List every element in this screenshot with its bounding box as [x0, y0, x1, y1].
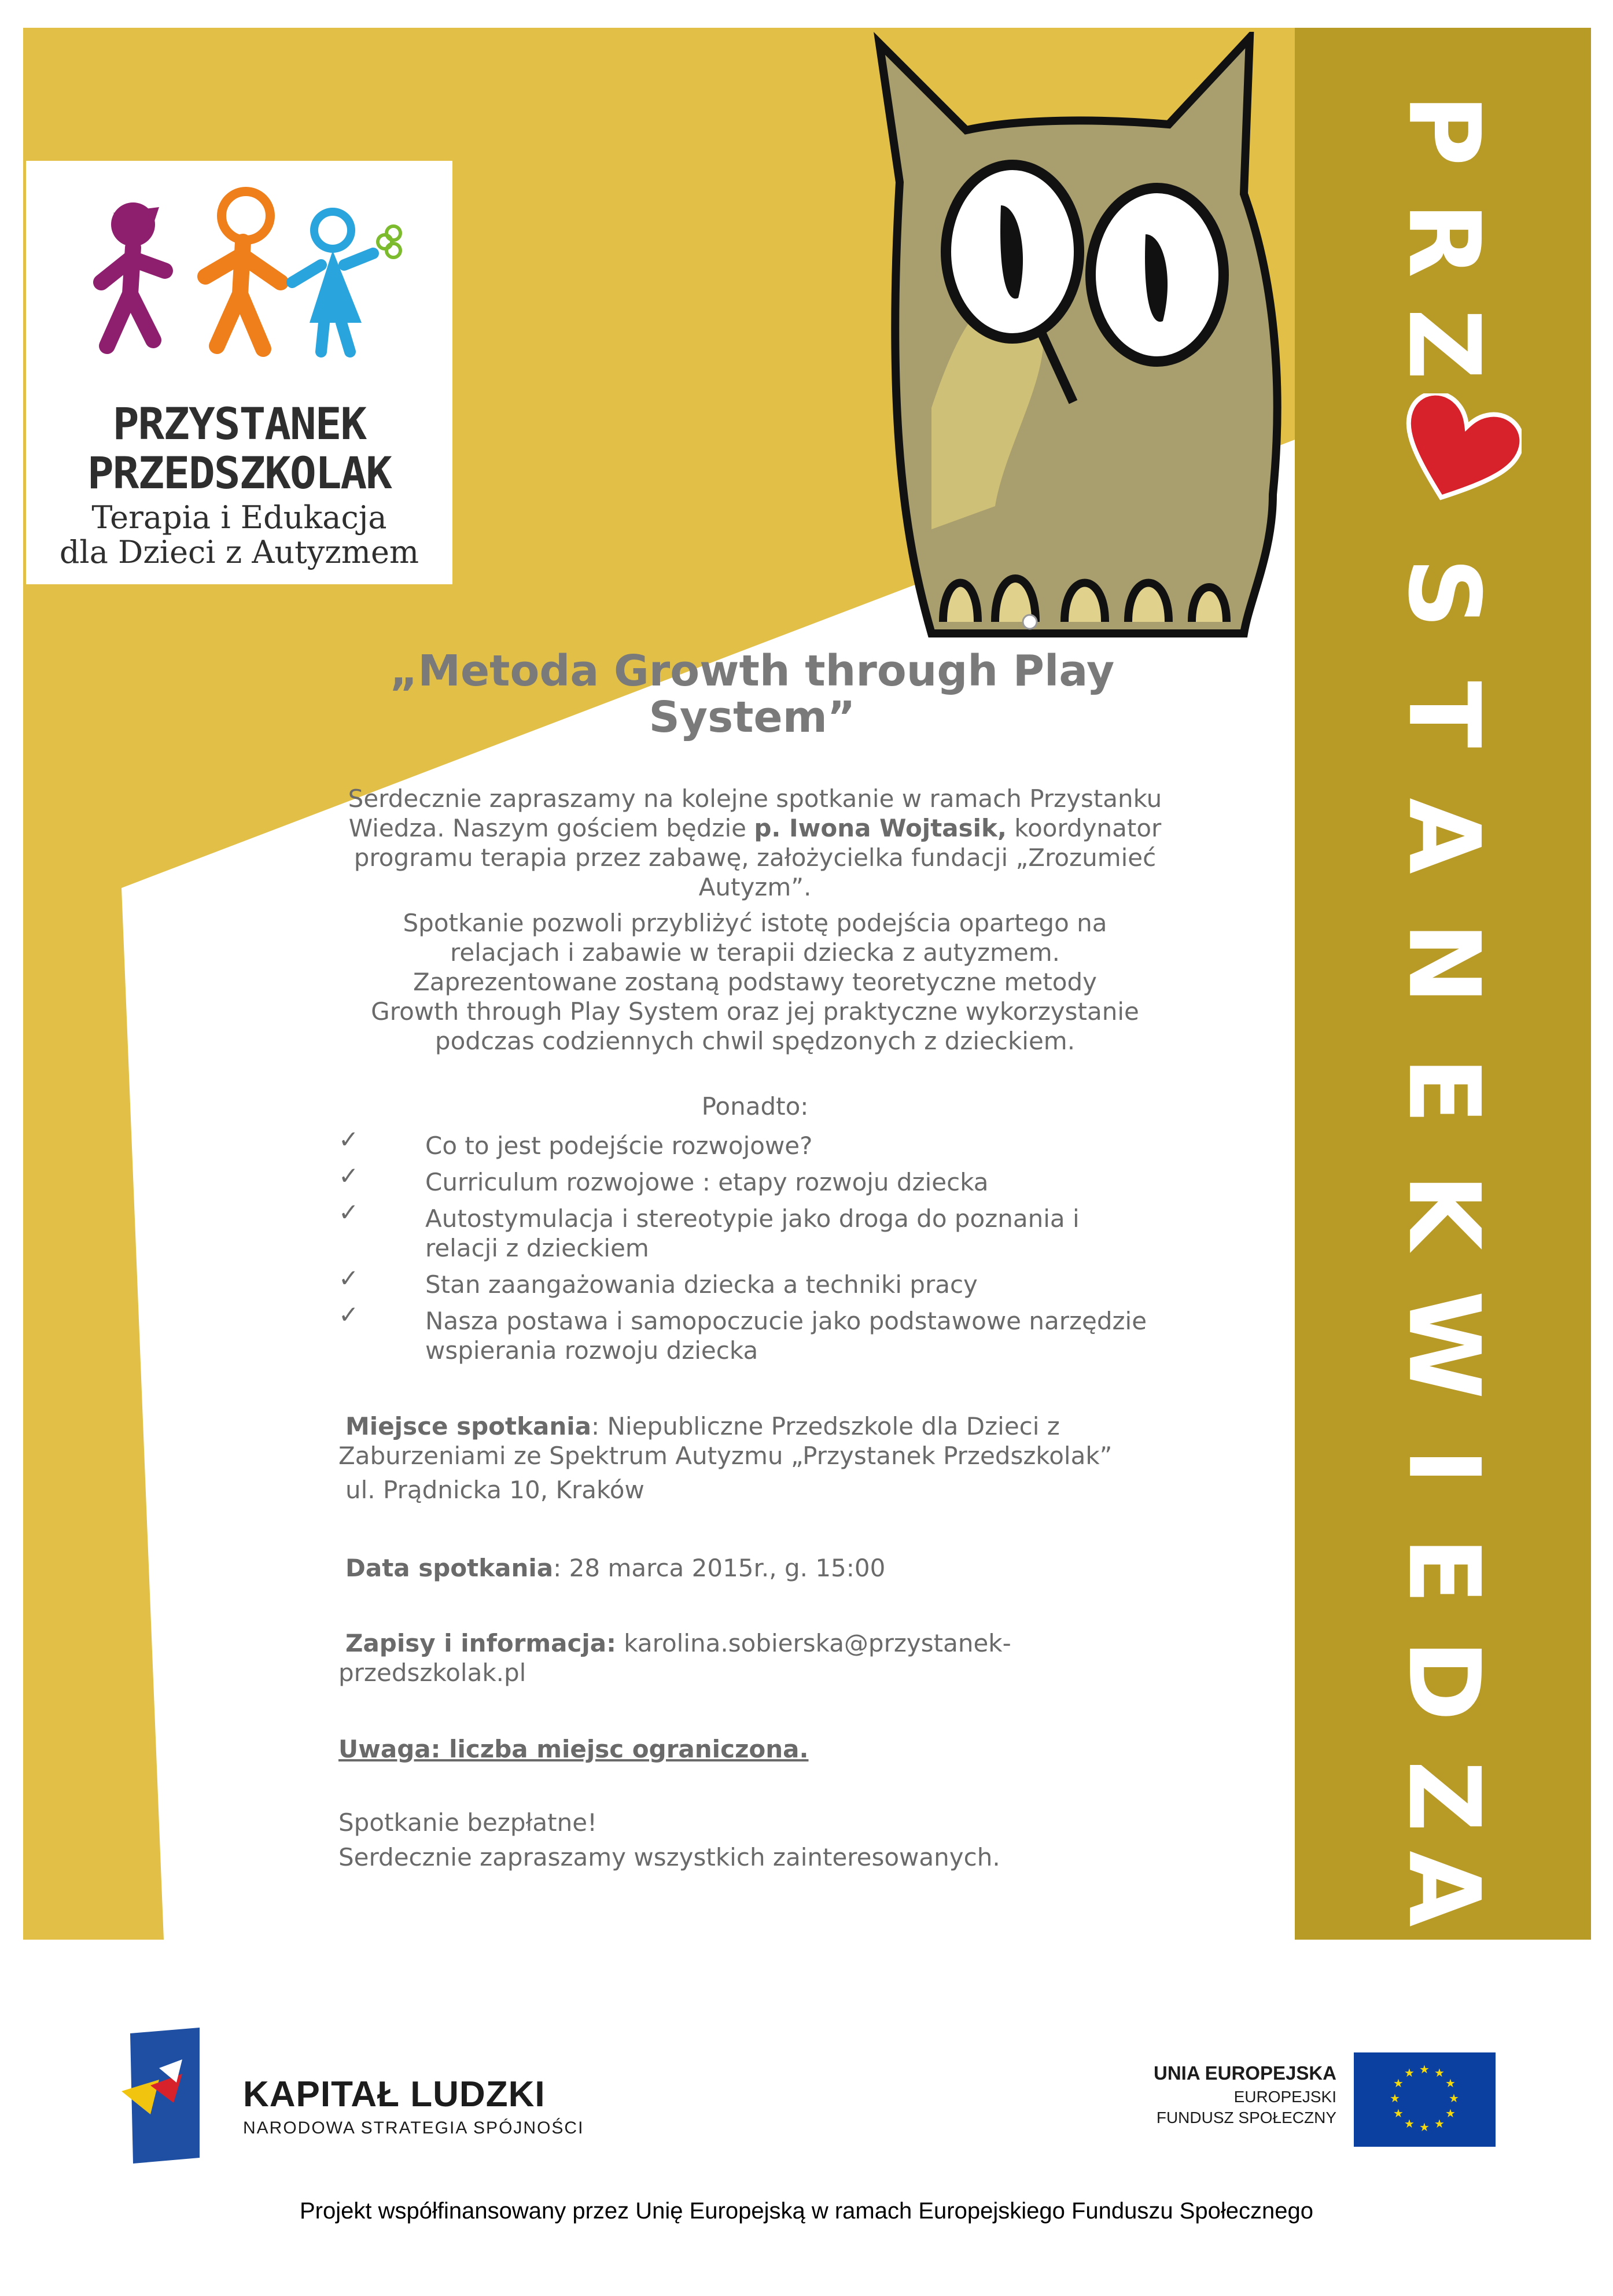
vertical-letter: T: [1386, 681, 1501, 748]
logo-subtitle-line1: Terapia i Edukacja: [91, 499, 387, 536]
topic-item: Nasza postawa i samopoczucie jako podstawowe narzędzie wspierania rozwoju dziecka: [425, 1307, 1147, 1365]
intro-paragraph-2: Spotkanie pozwoli przybliżyć istotę podejścia opartego na relacjach i zabawie w terapii dziecka z autyzmem. Zaprezentowane zostaną podstawy teoretyczne metody Growth through Play System oraz jej praktyczne wykorzystanie podczas codziennych chwil spędzonych z dzieckiem.: [371, 909, 1139, 1055]
topic-item: Autostymulacja i stereotypie jako droga do poznania i relacji z dzieckiem: [425, 1204, 1080, 1262]
check-icon: ✓: [338, 1162, 359, 1190]
svg-text:★: ★: [1393, 2106, 1404, 2120]
signup-value-line1: karolina.sobierska@przystanek-: [616, 1629, 1011, 1657]
logo-title-line1: PRZYSTANEK: [112, 398, 366, 449]
signup-info: [338, 1628, 1148, 1687]
owl-illustration: [845, 32, 1296, 651]
logo-subtitle-line2: dla Dzieci z Autyzmem: [59, 534, 419, 570]
vertical-letter: K: [1386, 1174, 1501, 1250]
place-value-line1: : Niepubliczne Przedszkole dla Dzieci z: [591, 1412, 1060, 1440]
intro-text-b: koordynator programu terapia przez zabawę, założycielka fundacji „Zrozumieć Autyzm”.: [353, 814, 1162, 901]
vertical-letter: P: [1386, 94, 1501, 167]
event-title: „Metoda Growth through Play System”: [389, 646, 1115, 742]
logo-title-line2: PRZEDSZKOLAK: [87, 447, 392, 499]
check-icon: ✓: [338, 1198, 359, 1226]
vertical-letter: D: [1386, 1639, 1501, 1722]
topic-item: Stan zaangażowania dziecka a techniki pracy: [425, 1270, 978, 1299]
svg-text:★: ★: [1434, 2117, 1445, 2131]
svg-text:★: ★: [1390, 2091, 1400, 2105]
kl-subtitle: NARODOWA STRATEGIA SPÓJNOŚCI: [243, 2118, 584, 2137]
intro-paragraph-1: [338, 784, 1172, 902]
place-info: [338, 1411, 1206, 1505]
check-icon: ✓: [338, 1300, 359, 1329]
vertical-letter: Z: [1386, 1760, 1501, 1832]
eu-line2: EUROPEJSKI: [1233, 2088, 1336, 2106]
date-value: : 28 marca 2015r., g. 15:00: [553, 1554, 886, 1582]
place-label: Miejsce spotkania: [345, 1412, 591, 1440]
signup-value-line2: przedszkolak.pl: [338, 1659, 526, 1687]
svg-text:★: ★: [1449, 2091, 1459, 2105]
kl-title: KAPITAŁ LUDZKI: [243, 2074, 546, 2114]
kapital-ludzki-text: [243, 2074, 584, 2138]
invitation-text: Serdecznie zapraszamy wszystkich zainteresowanych.: [338, 1843, 1000, 1871]
eu-line3: FUNDUSZ SPOŁECZNY: [1156, 2109, 1336, 2127]
eu-line1: UNIA EUROPEJSKA: [1154, 2062, 1336, 2084]
vertical-letter: Z: [1386, 308, 1501, 380]
signup-label: Zapisy i informacja:: [345, 1629, 616, 1657]
vertical-letter: W: [1386, 1291, 1501, 1399]
topic-item: Co to jest podejście rozwojowe?: [425, 1132, 813, 1160]
kids-logo-icon: [78, 184, 402, 358]
vertical-letter: E: [1386, 1056, 1501, 1125]
check-icon: ✓: [338, 1264, 359, 1292]
vertical-letter: E: [1386, 1536, 1501, 1605]
date-info: [345, 1553, 1155, 1583]
place-value-line2: Zaburzeniami ze Spektrum Autyzmu „Przystanek Przedszkolak”: [338, 1442, 1113, 1470]
svg-text:★: ★: [1419, 2120, 1430, 2134]
vertical-letter: S: [1386, 557, 1501, 629]
cofinancing-statement: Projekt współfinansowany przez Unię Europejską w ramach Europejskiego Funduszu Społecznego: [299, 2198, 1314, 2224]
vertical-letter: A: [1386, 798, 1501, 874]
limited-seats-notice: Uwaga: liczba miejsc ograniczona.: [338, 1735, 809, 1763]
place-value-line3: ul. Prądnicka 10, Kraków: [345, 1476, 645, 1504]
date-label: Data spotkania: [345, 1554, 554, 1582]
guest-name: p. Iwona Wojtasik,: [754, 814, 1007, 842]
svg-text:★: ★: [1445, 2106, 1456, 2120]
eu-stars: [1354, 2052, 1496, 2147]
svg-text:★: ★: [1404, 2117, 1415, 2131]
svg-text:★: ★: [1404, 2066, 1415, 2080]
eu-text: [1053, 2062, 1336, 2127]
svg-text:★: ★: [1419, 2062, 1430, 2076]
svg-text:★: ★: [1393, 2076, 1404, 2090]
moreover-label: Ponadto:: [701, 1092, 809, 1121]
heart-icon: [1394, 393, 1522, 509]
topic-item: Curriculum rozwojowe : etapy rozwoju dziecka: [425, 1168, 989, 1196]
svg-text:★: ★: [1445, 2076, 1456, 2090]
check-icon: ✓: [338, 1125, 359, 1153]
logo-box: [26, 161, 452, 584]
vertical-letter: R: [1386, 202, 1501, 278]
vertical-letter: A: [1386, 1851, 1501, 1927]
eu-flag-icon: [1354, 2052, 1496, 2147]
intro-text-a: Serdecznie zapraszamy na kolejne spotkanie w ramach Przystanku Wiedza. Naszym gościem będzie: [348, 784, 1162, 842]
free-event-text: Spotkanie bezpłatne!: [338, 1808, 597, 1837]
svg-text:★: ★: [1434, 2066, 1445, 2080]
kapital-ludzki-logo-icon: [119, 2028, 205, 2164]
vertical-letter: I: [1386, 1448, 1501, 1485]
vertical-letter: N: [1386, 922, 1501, 1005]
